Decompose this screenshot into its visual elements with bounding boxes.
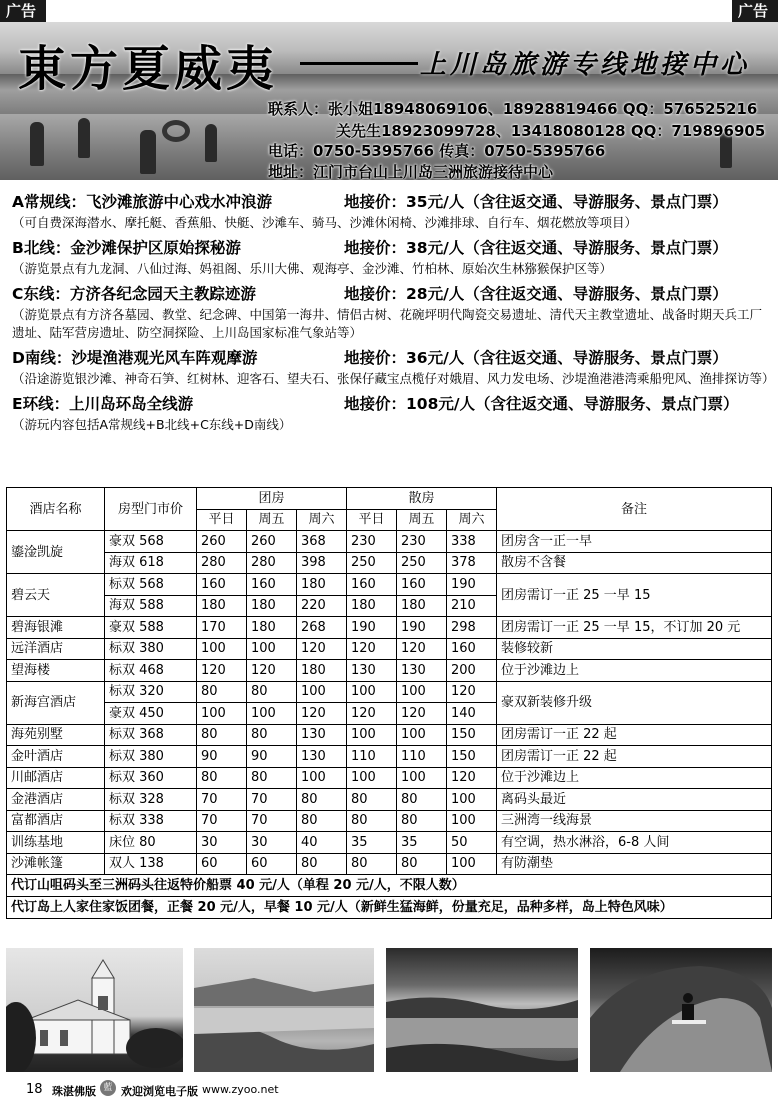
price-cell: 80: [397, 810, 447, 832]
hotel-price-table: [6, 487, 772, 919]
price-cell: 140: [447, 703, 497, 725]
price-cell: 260: [247, 531, 297, 553]
welcome-text: 欢迎浏览电子版: [121, 1085, 198, 1098]
table-row: [7, 810, 772, 832]
price-cell: 100: [447, 810, 497, 832]
price-cell: 100: [247, 638, 297, 660]
price-cell: 100: [347, 767, 397, 789]
price-cell: 120: [297, 638, 347, 660]
price-cell: 90: [197, 746, 247, 768]
room-type-cell: 豪双 450: [105, 703, 197, 725]
price-cell: 130: [297, 724, 347, 746]
meal-note: 代订岛上人家住家饭团餐，正餐 20 元/人，早餐 10 元/人（新鲜生猛海鲜，份量充足，品种多样，岛上特色风味）: [7, 897, 772, 919]
note-cell: 位于沙滩边上: [497, 767, 772, 789]
price-cell: 100: [397, 681, 447, 703]
table-footer-meal: [7, 897, 772, 919]
price-cell: 268: [297, 617, 347, 639]
table-row: [7, 638, 772, 660]
note-cell: 团房需订一正 25 一早 15，不订加 20 元: [497, 617, 772, 639]
price-cell: 280: [247, 552, 297, 574]
price-cell: 230: [347, 531, 397, 553]
hotel-name-cell: 沙滩帐篷: [7, 853, 105, 875]
header-saturday: 周六: [447, 509, 497, 531]
room-type-cell: 标双 368: [105, 724, 197, 746]
room-type-cell: 标双 568: [105, 574, 197, 596]
route-desc: （游玩内容包括A常规线+B北线+C东线+D南线）: [12, 417, 292, 432]
price-cell: 130: [397, 660, 447, 682]
header-hotel: 酒店名称: [7, 488, 105, 531]
price-cell: 80: [347, 810, 397, 832]
price-cell: 120: [297, 703, 347, 725]
swim-ring: [162, 120, 190, 142]
photo-bay: [386, 948, 578, 1072]
note-cell: 有空调，热水淋浴，6-8 人间: [497, 832, 772, 854]
bay-illustration: [386, 948, 578, 1072]
table-row: [7, 832, 772, 854]
brand-divider: [300, 62, 418, 65]
route-e: [10, 392, 770, 434]
price-cell: 180: [297, 660, 347, 682]
hotel-name-cell: 望海楼: [7, 660, 105, 682]
price-cell: 220: [297, 595, 347, 617]
price-cell: 80: [397, 789, 447, 811]
note-cell: 团房含一正一早: [497, 531, 772, 553]
price-cell: 100: [347, 681, 397, 703]
price-cell: 150: [447, 724, 497, 746]
price-cell: 398: [297, 552, 347, 574]
header-saturday: 周六: [297, 509, 347, 531]
room-type-cell: 标双 320: [105, 681, 197, 703]
ferry-note: 代订山咀码头至三洲码头往返特价船票 40 元/人（单程 20 元/人，不限人数）: [7, 875, 772, 897]
price-cell: 100: [297, 681, 347, 703]
route-name: C东线：方济各纪念园天主教踪迹游: [12, 285, 256, 303]
price-cell: 210: [447, 595, 497, 617]
room-type-cell: 海双 588: [105, 595, 197, 617]
table-row: [7, 531, 772, 553]
publication-name: 珠湛佛版: [52, 1085, 96, 1098]
price-cell: 160: [247, 574, 297, 596]
price-cell: 250: [397, 552, 447, 574]
price-cell: 250: [347, 552, 397, 574]
note-cell: 团房需订一正 22 起: [497, 746, 772, 768]
price-cell: 120: [247, 660, 297, 682]
note-cell: 离码头最近: [497, 789, 772, 811]
price-cell: 40: [297, 832, 347, 854]
table-header-row: [7, 488, 772, 510]
price-cell: 120: [447, 681, 497, 703]
table-row: [7, 617, 772, 639]
header-group-room: 团房: [197, 488, 347, 510]
price-cell: 120: [397, 703, 447, 725]
route-name: A常规线：飞沙滩旅游中心戏水冲浪游: [12, 193, 272, 211]
beach-person: [205, 124, 217, 162]
table-row: [7, 789, 772, 811]
price-cell: 190: [347, 617, 397, 639]
price-cell: 80: [347, 789, 397, 811]
price-cell: 120: [447, 767, 497, 789]
room-type-cell: 标双 360: [105, 767, 197, 789]
price-cell: 70: [247, 789, 297, 811]
hotel-name-cell: 碧海银滩: [7, 617, 105, 639]
price-cell: 180: [247, 617, 297, 639]
room-type-cell: 豪双 568: [105, 531, 197, 553]
ad-label-right: 广告: [732, 0, 778, 22]
website-url[interactable]: www.zyoo.net: [202, 1083, 279, 1096]
route-name: E环线：上川岛环岛全线游: [12, 395, 194, 413]
contact-line-2: 关先生18923099728、13418080128 QQ：719896905: [336, 122, 766, 140]
price-cell: 100: [397, 767, 447, 789]
price-cell: 120: [397, 638, 447, 660]
price-cell: 80: [347, 853, 397, 875]
price-cell: 110: [347, 746, 397, 768]
beach-person: [78, 118, 90, 158]
price-cell: 100: [197, 638, 247, 660]
price-cell: 230: [397, 531, 447, 553]
table-row: [7, 681, 772, 703]
price-cell: 160: [197, 574, 247, 596]
table-row: [7, 724, 772, 746]
room-type-cell: 标双 338: [105, 810, 197, 832]
price-cell: 30: [247, 832, 297, 854]
price-cell: 80: [247, 681, 297, 703]
publication-icon: 藍: [100, 1080, 116, 1096]
room-type-cell: 标双 468: [105, 660, 197, 682]
price-cell: 100: [197, 703, 247, 725]
price-cell: 60: [197, 853, 247, 875]
price-cell: 170: [197, 617, 247, 639]
header-weekday: 平日: [347, 509, 397, 531]
price-cell: 30: [197, 832, 247, 854]
address: 地址：江门市台山上川岛三洲旅游接待中心: [268, 163, 554, 180]
price-cell: 180: [247, 595, 297, 617]
note-cell: 装修较新: [497, 638, 772, 660]
note-cell: 位于沙滩边上: [497, 660, 772, 682]
route-list: [10, 190, 775, 438]
price-cell: 100: [447, 789, 497, 811]
price-cell: 70: [247, 810, 297, 832]
surfer-illustration: [590, 948, 772, 1072]
route-price: 地接价：108元/人（含往返交通、导游服务、景点门票）: [344, 395, 739, 413]
table-row: [7, 660, 772, 682]
room-type-cell: 标双 328: [105, 789, 197, 811]
header-single-room: 散房: [347, 488, 497, 510]
route-d: [10, 346, 775, 388]
note-cell: 团房需订一正 25 一早 15: [497, 574, 772, 617]
price-cell: 190: [447, 574, 497, 596]
table-row: [7, 574, 772, 596]
note-cell: 团房需订一正 22 起: [497, 724, 772, 746]
price-cell: 80: [247, 724, 297, 746]
route-name: B北线：金沙滩保护区原始探秘游: [12, 239, 241, 257]
header-weekday: 平日: [197, 509, 247, 531]
note-cell: 有防潮垫: [497, 853, 772, 875]
price-cell: 50: [447, 832, 497, 854]
route-desc: （游览景点有方济各墓园、教堂、纪念碑、中国第一海井、情侣古树、花碗坪明代陶瓷交易遗址、清代天主教堂遗址、战备时期天兵工厂遗址、陆军营房遗址、防空洞探险、上川岛国家标准气象站等）: [12, 307, 763, 340]
price-cell: 100: [297, 767, 347, 789]
price-cell: 35: [397, 832, 447, 854]
price-cell: 100: [347, 724, 397, 746]
header-friday: 周五: [247, 509, 297, 531]
price-cell: 80: [247, 767, 297, 789]
price-cell: 200: [447, 660, 497, 682]
route-a: [10, 190, 770, 232]
hotel-name-cell: 金叶酒店: [7, 746, 105, 768]
route-price: 地接价：36元/人（含往返交通、导游服务、景点门票）: [344, 349, 728, 367]
price-cell: 70: [197, 789, 247, 811]
table-row: [7, 853, 772, 875]
price-cell: 160: [397, 574, 447, 596]
room-type-cell: 海双 618: [105, 552, 197, 574]
route-desc: （沿途游览银沙滩、神奇石笋、红树林、迎客石、望夫石、张保仔藏宝点榄仔对娥眉、风力发电场、沙堤渔港港湾乘船兜风、渔排探访等）: [12, 371, 775, 386]
page-number: 18: [26, 1082, 43, 1097]
table-row: [7, 552, 772, 574]
route-desc: （可自费深海潜水、摩托艇、香蕉船、快艇、沙滩车、骑马、沙滩休闲椅、沙滩排球、自行车、烟花燃放等项目）: [12, 215, 638, 230]
route-name: D南线：沙堤渔港观光风车阵观摩游: [12, 349, 258, 367]
route-price: 地接价：38元/人（含往返交通、导游服务、景点门票）: [344, 239, 728, 257]
price-cell: 378: [447, 552, 497, 574]
room-type-cell: 床位 80: [105, 832, 197, 854]
price-cell: 180: [397, 595, 447, 617]
price-cell: 80: [197, 767, 247, 789]
contact-line-1: 联系人：张小姐18948069106、18928819466 QQ：576525216: [268, 100, 758, 118]
price-cell: 100: [447, 853, 497, 875]
header-friday: 周五: [397, 509, 447, 531]
phone-fax: 电话：0750-5395766 传真：0750-5395766: [268, 142, 606, 160]
header-banner: [0, 22, 778, 180]
beach-person: [30, 122, 44, 166]
price-cell: 180: [197, 595, 247, 617]
price-cell: 260: [197, 531, 247, 553]
room-type-cell: 豪双 588: [105, 617, 197, 639]
price-cell: 120: [197, 660, 247, 682]
brand-title: 東方夏威夷: [18, 41, 279, 97]
room-type-cell: 标双 380: [105, 638, 197, 660]
table-footer-ferry: [7, 875, 772, 897]
room-type-cell: 双人 138: [105, 853, 197, 875]
coastline-illustration: [194, 948, 374, 1072]
route-price: 地接价：28元/人（含往返交通、导游服务、景点门票）: [344, 285, 728, 303]
price-cell: 90: [247, 746, 297, 768]
price-cell: 110: [397, 746, 447, 768]
route-b: [10, 236, 770, 278]
price-cell: 80: [297, 789, 347, 811]
price-cell: 180: [297, 574, 347, 596]
price-cell: 60: [247, 853, 297, 875]
beach-person: [140, 130, 156, 174]
hotel-name-cell: 碧云天: [7, 574, 105, 617]
hotel-name-cell: 金港酒店: [7, 789, 105, 811]
note-cell: 三洲湾一线海景: [497, 810, 772, 832]
price-cell: 160: [347, 574, 397, 596]
hotel-name-cell: 远洋酒店: [7, 638, 105, 660]
price-cell: 80: [297, 810, 347, 832]
hotel-name-cell: 新海宫酒店: [7, 681, 105, 724]
price-cell: 80: [197, 724, 247, 746]
price-cell: 100: [397, 724, 447, 746]
page-footer: [0, 1077, 778, 1100]
note-cell: 豪双新装修升级: [497, 681, 772, 724]
hotel-name-cell: 川邮酒店: [7, 767, 105, 789]
price-cell: 100: [247, 703, 297, 725]
ad-label-left: 广告: [0, 0, 46, 22]
price-cell: 35: [347, 832, 397, 854]
price-cell: 80: [397, 853, 447, 875]
hotel-name-cell: 海苑别墅: [7, 724, 105, 746]
header-room: 房型门市价: [105, 488, 197, 531]
table-row: [7, 767, 772, 789]
route-desc: （游览景点有九龙洞、八仙过海、妈祖阁、乐川大佛、观海亭、金沙滩、竹柏林、原始次生林猕猴保护区等）: [12, 261, 613, 276]
photo-church: [6, 948, 183, 1072]
note-cell: 散房不含餐: [497, 552, 772, 574]
price-cell: 80: [197, 681, 247, 703]
price-cell: 80: [297, 853, 347, 875]
route-price: 地接价：35元/人（含往返交通、导游服务、景点门票）: [344, 193, 728, 211]
price-cell: 130: [297, 746, 347, 768]
price-cell: 368: [297, 531, 347, 553]
price-cell: 120: [347, 703, 397, 725]
price-cell: 160: [447, 638, 497, 660]
price-cell: 190: [397, 617, 447, 639]
price-cell: 120: [347, 638, 397, 660]
photo-surfer: [590, 948, 772, 1072]
hotel-name-cell: 鎏淦凯旋: [7, 531, 105, 574]
route-c: [10, 282, 770, 342]
brand-subtitle: 上川岛旅游专线地接中心: [420, 50, 751, 80]
church-illustration: [6, 948, 183, 1072]
price-cell: 338: [447, 531, 497, 553]
room-type-cell: 标双 380: [105, 746, 197, 768]
price-cell: 70: [197, 810, 247, 832]
price-cell: 280: [197, 552, 247, 574]
price-cell: 150: [447, 746, 497, 768]
photo-coastline: [194, 948, 374, 1072]
price-cell: 180: [347, 595, 397, 617]
hotel-rows: [7, 531, 772, 875]
hotel-name-cell: 训练基地: [7, 832, 105, 854]
price-cell: 298: [447, 617, 497, 639]
hotel-name-cell: 富都酒店: [7, 810, 105, 832]
price-cell: 130: [347, 660, 397, 682]
header-note: 备注: [497, 488, 772, 531]
table-row: [7, 746, 772, 768]
